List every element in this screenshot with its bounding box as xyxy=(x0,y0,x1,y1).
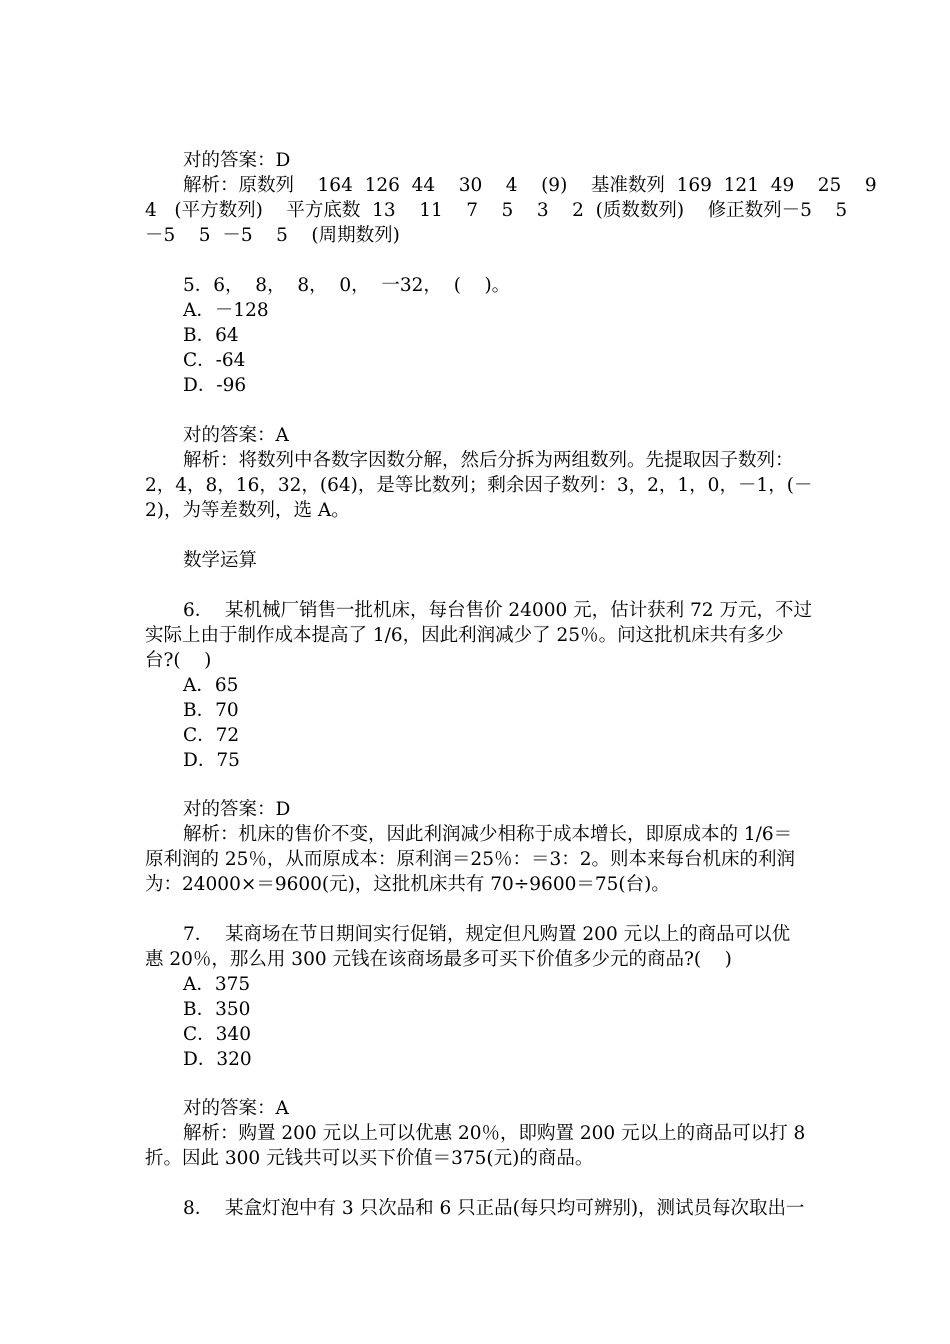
q6-option-b: B．70 xyxy=(183,700,239,721)
q5-analysis-line-2: 2，4，8，16，32，(64)，是等比数列；剩余因子数列：3，2，1，0，－1，(－ xyxy=(145,475,813,496)
q5-analysis-line-3: 2)，为等差数列，选 A。 xyxy=(145,500,350,521)
q7-option-d: D．320 xyxy=(183,1049,252,1070)
section-block xyxy=(145,548,810,573)
q5-answer-block xyxy=(145,423,813,523)
q5-block xyxy=(145,273,810,398)
q8-block xyxy=(145,1196,810,1221)
q7-analysis-line-1: 解析：购置 200 元以上可以优惠 20％，即购置 200 元以上的商品可以打 8 xyxy=(183,1123,806,1144)
q7-question-line-2: 惠 20％，那么用 300 元钱在该商场最多可买下价值多少元的商品?( ) xyxy=(145,949,732,970)
q6-analysis-line-2: 原利润的 25％，从而原成本：原利润＝25％：＝3：2。则本来每台机床的利润 xyxy=(145,849,796,870)
q4-answer-block xyxy=(145,148,877,248)
section-title: 数学运算 xyxy=(183,550,258,571)
q7-option-a: A．375 xyxy=(183,974,251,995)
q7-answer: 对的答案：A xyxy=(183,1098,289,1119)
q7-answer-block xyxy=(145,1096,810,1171)
q6-answer-block xyxy=(145,797,810,897)
q7-question-line-1: 7． 某商场在节日期间实行促销，规定但凡购置 200 元以上的商品可以优 xyxy=(183,924,791,945)
q5-question: 5．6， 8， 8， 0， 一32， ( )。 xyxy=(183,275,511,296)
q8-question-line-1: 8． 某盒灯泡中有 3 只次品和 6 只正品(每只均可辨别)，测试员每次取出一 xyxy=(183,1198,805,1219)
q6-block xyxy=(145,598,810,773)
q6-question-line-2: 实际上由于制作成本提高了 1/6，因此利润减少了 25％。问这批机床共有多少 xyxy=(145,625,784,646)
q4-analysis-line-3: －5 5 －5 5 (周期数列) xyxy=(145,225,400,246)
q6-answer: 对的答案：D xyxy=(183,799,291,820)
q5-option-c: C．-64 xyxy=(183,350,246,371)
q6-option-c: C．72 xyxy=(183,725,240,746)
q6-analysis-line-3: 为：24000×＝9600(元)，这批机床共有 70÷9600＝75(台)。 xyxy=(145,874,670,895)
q4-analysis-line-1: 解析：原数列 164 126 44 30 4 (9) 基准数列 169 121 49 25 9 xyxy=(183,175,877,196)
q5-option-a: A．－128 xyxy=(183,300,269,321)
q7-analysis-line-2: 折。因此 300 元钱共可以买下价值＝375(元)的商品。 xyxy=(145,1148,594,1169)
q7-option-b: B．350 xyxy=(183,999,251,1020)
q6-question-line-1: 6． 某机械厂销售一批机床，每台售价 24000 元，估计获利 72 万元，不过 xyxy=(183,600,812,621)
q5-analysis-line-1: 解析：将数列中各数字因数分解，然后分拆为两组数列。先提取因子数列： xyxy=(183,450,794,471)
q7-option-c: C．340 xyxy=(183,1024,251,1045)
q6-option-a: A．65 xyxy=(183,675,239,696)
q5-option-b: B．64 xyxy=(183,325,239,346)
q4-analysis-line-2: 4 (平方数列) 平方底数 13 11 7 5 3 2 (质数数列) 修正数列－5 5 xyxy=(145,200,848,221)
q6-analysis-line-1: 解析：机床的售价不变，因此利润减少相称于成本增长，即原成本的 1/6＝ xyxy=(183,824,793,845)
q5-answer: 对的答案：A xyxy=(183,425,289,446)
q5-option-d: D．-96 xyxy=(183,375,247,396)
q7-block xyxy=(145,922,810,1072)
q6-question-line-3: 台?( ) xyxy=(145,650,212,671)
q4-answer: 对的答案：D xyxy=(183,150,291,171)
q6-option-d: D．75 xyxy=(183,750,240,771)
